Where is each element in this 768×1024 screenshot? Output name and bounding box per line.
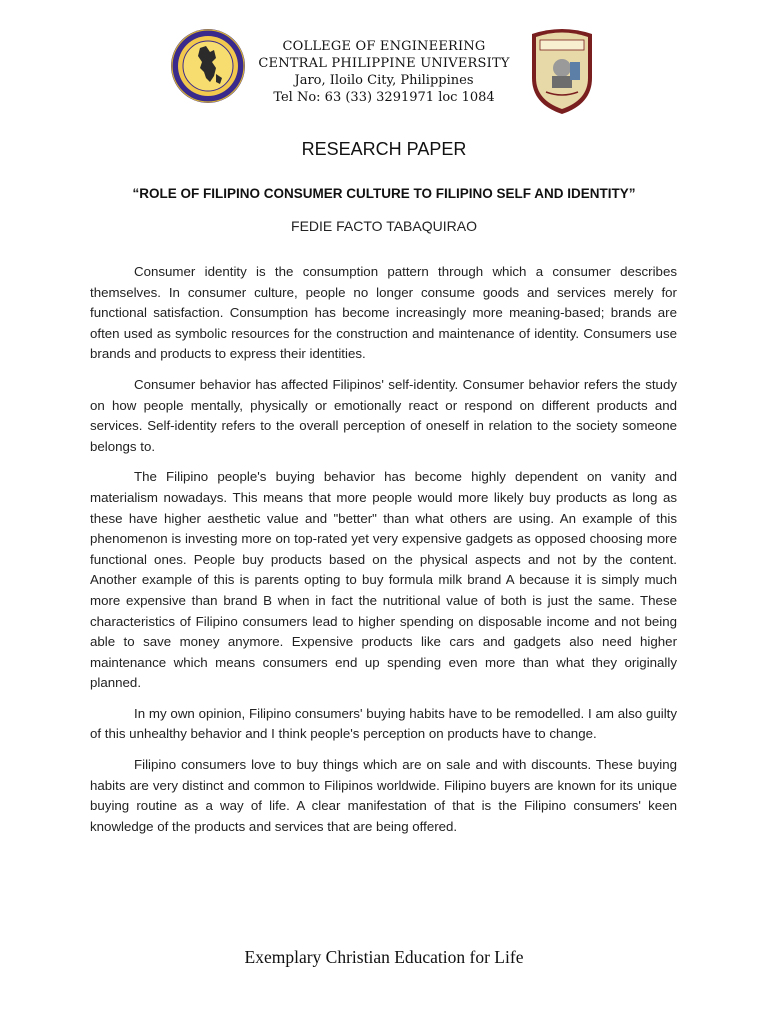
institution-info — [244, 38, 524, 106]
letterhead — [0, 22, 768, 122]
paragraph: Consumer behavior has affected Filipinos' self-identity. Consumer behavior refers the study on how people mentally, physically or emotionally react or respond on different products and services. Self-identity refers to the overall perception of oneself in relation to the society someone belongs to. — [90, 376, 677, 454]
university-name: CENTRAL PHILIPPINE UNIVERSITY — [258, 56, 510, 71]
document-type: RESEARCH PAPER — [301, 139, 467, 159]
paper-body — [90, 262, 677, 847]
paragraph: Consumer identity is the consumption pattern through which a consumer describes themselves. In consumer culture, people no longer consume goods and services merely for functional satisfaction. Consumption has become increasingly more meaning-based; brands are often used as symbolic resources for the construction and maintenance of identity. Consumers use brands and products to express their identities. — [90, 264, 677, 362]
university-seal-icon — [170, 28, 246, 104]
footer-motto: Exemplary Christian Education for Life — [244, 947, 524, 967]
paragraph: Filipino consumers love to buy things which are on sale and with discounts. These buying habits are very distinct and common to Filipinos worldwide. Filipino buyers are known for its unique buying routine as a way of life. A clear manifestation of that is the Filipino consumers' keen knowledge of the products and services that are being offered. — [90, 757, 677, 834]
phone-number: Tel No: 63 (33) 3291971 loc 1084 — [273, 90, 495, 105]
paper-title: “ROLE OF FILIPINO CONSUMER CULTURE TO FILIPINO SELF AND IDENTITY” — [132, 186, 636, 201]
college-name: COLLEGE OF ENGINEERING — [282, 39, 486, 54]
paragraph: The Filipino people's buying behavior has become highly dependent on vanity and materialism nowadays. This means that more people would more likely buy products as long as these have higher aesthetic value and "better" than what others are using. An example of this phenomenon is investing more on top-rated yet very expensive gadgets as opposed choosing more functional ones. People buy products based on the physical aspects and not by the content. Another example of this is parents opting to buy formula milk brand A because it is simply much more expensive than brand B when in fact the nutritional value of both is just the same. These characteristics of Filipino consumers lead to higher spending on disposable income and not being able to save money anymore. Expensive products like cars and gadgets also need higher maintenance which means consumers end up spending even more than what they originally planned. — [90, 469, 677, 691]
paragraph: In my own opinion, Filipino consumers' buying habits have to be remodelled. I am also guilty of this unhealthy behavior and I think people's perception on products have to change. — [90, 705, 677, 742]
college-of-engineering-crest-icon — [526, 26, 598, 116]
address: Jaro, Iloilo City, Philippines — [294, 73, 474, 88]
author-name: FEDIE FACTO TABAQUIRAO — [291, 218, 477, 234]
